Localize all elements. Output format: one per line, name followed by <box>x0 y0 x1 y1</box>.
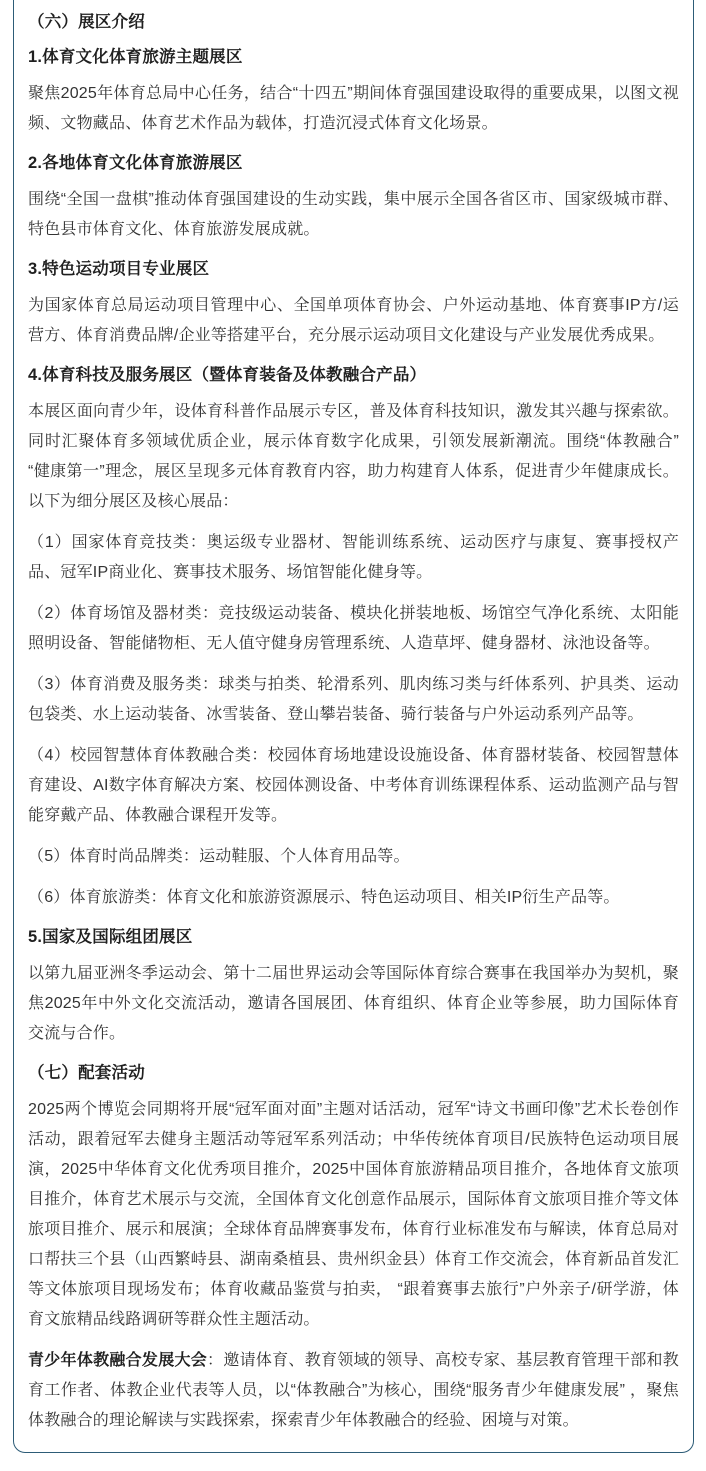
paragraph: 2025两个博览会同期将开展“冠军面对面”主题对话活动，冠军“诗文书画印像”艺术长卷创作活动，跟着冠军去健身主题活动等冠军系列活动；中华传统体育项目/民族特色运动项目展演，2025中华体育文化优秀项目推介，2025中国体育旅游精品项目推介，各地体育文旅项目推介，体育艺术展示与交流，全国体育文化创意作品展示，国际体育文旅项目推介等文体旅项目推介、展示和展演；全球体育品牌赛事发布，体育行业标准发布与解读，体育总局对口帮扶三个县（山西繁峙县、湖南桑植县、贵州织金县）体育工作交流会，体育新品首发汇等文体旅项目现场发布；体育收藏品鉴赏与拍卖， “跟着赛事去旅行”户外亲子/研学游，体育文旅精品线路调研等群众性主题活动。 <box>28 1101 679 1328</box>
subsection-heading-5: 5.国家及国际组团展区 <box>28 928 193 946</box>
subsection-heading-3: 3.特色运动项目专业展区 <box>28 260 210 278</box>
section-heading-6: （六）展区介绍 <box>28 13 145 31</box>
section-heading-7: （七）配套活动 <box>28 1064 145 1082</box>
paragraph: 为国家体育总局运动项目管理中心、全国单项体育协会、户外运动基地、体育赛事IP方/运营方、体育消费品牌/企业等搭建平台，充分展示运动项目文化建设与产业发展优秀成果。 <box>28 297 679 344</box>
subsection-heading-1: 1.体育文化体育旅游主题展区 <box>28 48 243 66</box>
subsection-heading-4: 4.体育科技及服务展区（暨体育装备及体教融合产品） <box>28 366 427 384</box>
paragraph-list-item-4: （4）校园智慧体育体教融合类：校园体育场地建设设施设备、体育器材装备、校园智慧体育建设、AI数字体育解决方案、校园体测设备、中考体育训练课程体系、运动监测产品与智能穿戴产品、体教融合课程开发等。 <box>28 747 679 824</box>
paragraph-lead-text: 青少年体教融合发展大会 <box>28 1352 208 1369</box>
article-bordered-frame <box>13 0 694 1453</box>
subsection-heading-2: 2.各地体育文化体育旅游展区 <box>28 154 243 172</box>
paragraph-list-item-2: （2）体育场馆及器材类：竞技级运动装备、模块化拼装地板、场馆空气净化系统、太阳能照明设备、智能储物柜、无人值守健身房管理系统、人造草坪、健身器材、泳池设备等。 <box>28 605 679 652</box>
paragraph: 本展区面向青少年，设体育科普作品展示专区，普及体育科技知识，激发其兴趣与探索欲。同时汇聚体育多领域优质企业，展示体育数字化成果，引领发展新潮流。围绕“体教融合” “健康第一”理念，展区呈现多元体育教育内容，助力构建育人体系，促进青少年健康成长。以下为细分展区及核心展品： <box>28 403 679 510</box>
paragraph-list-item-3: （3）体育消费及服务类：球类与拍类、轮滑系列、肌肉练习类与纤体系列、护具类、运动包袋类、水上运动装备、冰雪装备、登山攀岩装备、骑行装备与户外运动系列产品等。 <box>28 676 679 723</box>
paragraph-list-item-5: （5）体育时尚品牌类：运动鞋服、个人体育用品等。 <box>28 848 410 865</box>
paragraph-with-lead <box>28 1346 679 1436</box>
paragraph-list-item-1: （1）国家体育竞技类：奥运级专业器材、智能训练系统、运动医疗与康复、赛事授权产品、冠军IP商业化、赛事技术服务、场馆智能化健身等。 <box>28 534 679 581</box>
paragraph-list-item-6: （6）体育旅游类：体育文化和旅游资源展示、特色运动项目、相关IP衍生产品等。 <box>28 889 620 906</box>
paragraph: 围绕“全国一盘棋”推动体育强国建设的生动实践，集中展示全国各省区市、国家级城市群、特色县市体育文化、体育旅游发展成就。 <box>28 191 679 238</box>
paragraph-body-text: ：邀请体育、教育领域的领导、高校专家、基层教育管理干部和教育工作者、体教企业代表等人员，以“体教融合”为核心，围绕“服务青少年健康发展” ，聚焦体教融合的理论解读与实践探索，探索青少年体教融合的经验、困境与对策。 <box>28 1352 679 1429</box>
paragraph: 以第九届亚洲冬季运动会、第十二届世界运动会等国际体育综合赛事在我国举办为契机，聚焦2025年中外文化交流活动，邀请各国展团、体育组织、体育企业等参展，助力国际体育交流与合作。 <box>28 965 679 1042</box>
paragraph: 聚焦2025年体育总局中心任务，结合“十四五”期间体育强国建设取得的重要成果，以图文视频、文物藏品、体育艺术作品为载体，打造沉浸式体育文化场景。 <box>28 85 679 132</box>
